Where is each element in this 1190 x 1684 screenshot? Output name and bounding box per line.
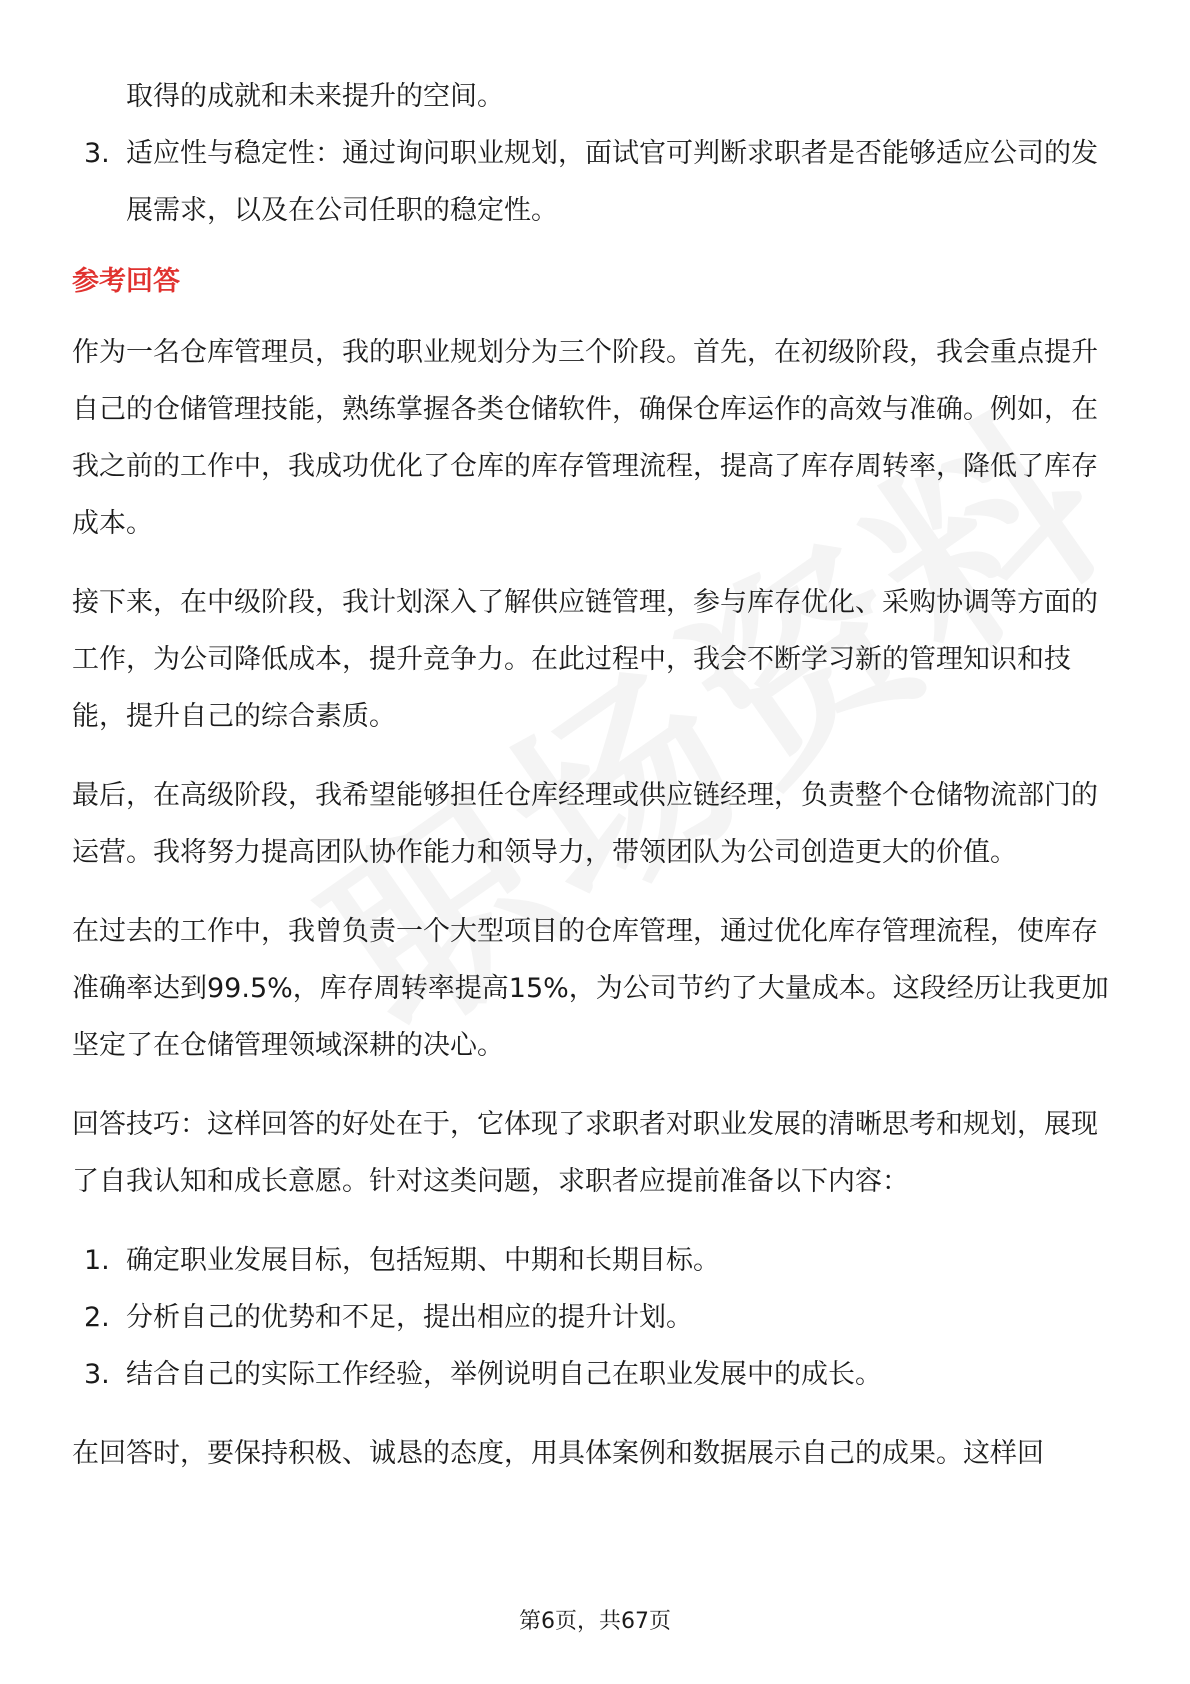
- list-item-continuation: [72, 68, 1120, 125]
- list-item: [72, 125, 1120, 239]
- list-number: 2.: [84, 1302, 110, 1333]
- list-number: 3.: [84, 138, 110, 169]
- section-heading: 参考回答: [72, 266, 180, 297]
- list-item: [72, 1232, 1120, 1289]
- list-item: [72, 1346, 1120, 1403]
- list-item-text: 取得的成就和未来提升的空间。: [126, 81, 504, 112]
- list-item-text: 结合自己的实际工作经验，举例说明自己在职业发展中的成长。: [126, 1359, 882, 1390]
- paragraph: 最后，在高级阶段，我希望能够担任仓库经理或供应链经理，负责整个仓储物流部门的运营。我将努力提高团队协作能力和领导力，带领团队为公司创造更大的价值。: [72, 780, 1098, 868]
- list-number: 1.: [84, 1245, 110, 1276]
- list-item-text: 确定职业发展目标，包括短期、中期和长期目标。: [126, 1245, 720, 1276]
- purpose-list: [72, 125, 1120, 239]
- paragraph: 在过去的工作中，我曾负责一个大型项目的仓库管理，通过优化库存管理流程，使库存准确率达到99.5%，库存周转率提高15%，为公司节约了大量成本。这段经历让我更加坚定了在仓储管理领域深耕的决心。: [72, 916, 1109, 1061]
- tips-list: [72, 1232, 1120, 1403]
- list-item-text: 分析自己的优势和不足，提出相应的提升计划。: [126, 1302, 693, 1333]
- paragraph: 回答技巧：这样回答的好处在于，它体现了求职者对职业发展的清晰思考和规划，展现了自我认知和成长意愿。针对这类问题，求职者应提前准备以下内容：: [72, 1109, 1098, 1197]
- page-footer: 第6页，共67页: [519, 1609, 671, 1634]
- paragraph: 接下来，在中级阶段，我计划深入了解供应链管理，参与库存优化、采购协调等方面的工作，为公司降低成本，提升竞争力。在此过程中，我会不断学习新的管理知识和技能，提升自己的综合素质。: [72, 587, 1098, 732]
- list-item: [72, 1289, 1120, 1346]
- paragraph: 作为一名仓库管理员，我的职业规划分为三个阶段。首先，在初级阶段，我会重点提升自己的仓储管理技能，熟练掌握各类仓储软件，确保仓库运作的高效与准确。例如，在我之前的工作中，我成功优化了仓库的库存管理流程，提高了库存周转率，降低了库存成本。: [72, 337, 1098, 539]
- list-item-text: 适应性与稳定性：通过询问职业规划，面试官可判断求职者是否能够适应公司的发展需求，以及在公司任职的稳定性。: [126, 138, 1098, 226]
- page-content: [72, 68, 1120, 1482]
- list-number: 3.: [84, 1359, 110, 1390]
- closing-paragraph: 在回答时，要保持积极、诚恳的态度，用具体案例和数据展示自己的成果。这样回: [72, 1438, 1044, 1469]
